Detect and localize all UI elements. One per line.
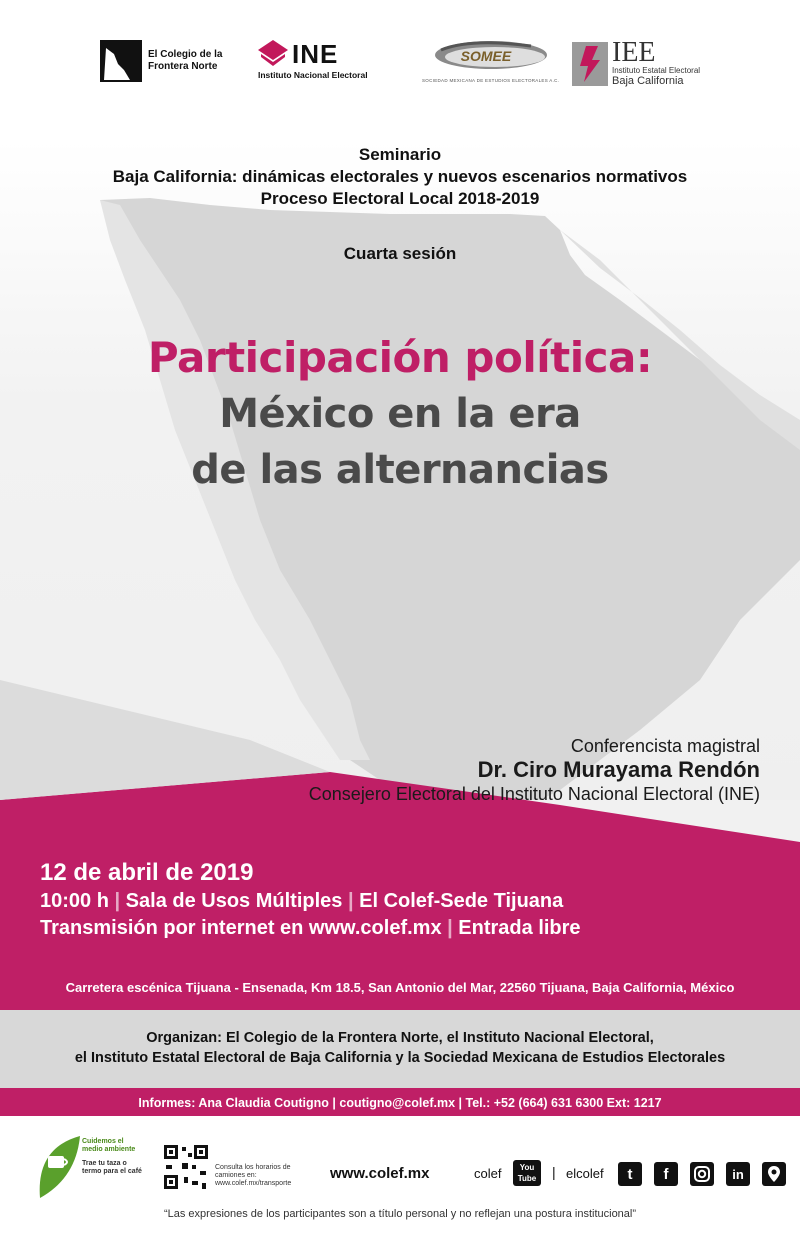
event-details bbox=[40, 858, 581, 942]
session-label: Cuarta sesión bbox=[343, 244, 457, 263]
facebook-icon[interactable]: f bbox=[654, 1162, 678, 1186]
speaker-block bbox=[309, 735, 760, 805]
event-entry: Entrada libre bbox=[458, 917, 581, 939]
organizers-line-1: Organizan: El Colegio de la Frontera Norte, el Instituto Nacional Electoral, bbox=[146, 1030, 654, 1046]
event-address: Carretera escénica Tijuana - Ensenada, Km 18.5, San Antonio del Mar, 22560 Tijuana, Baja California, México bbox=[65, 980, 735, 995]
electoral-process: Proceso Electoral Local 2018-2019 bbox=[260, 189, 540, 208]
event-stream-entry bbox=[40, 915, 581, 942]
event-time-venue bbox=[40, 888, 581, 915]
somee-subtitle: SOCIEDAD MEXICANA DE ESTUDIOS ELECTORALES A.C. bbox=[422, 78, 560, 83]
event-time: 10:00 h bbox=[40, 890, 109, 912]
title-line-1: Participación política: bbox=[147, 333, 653, 382]
twitter-icon[interactable]: t bbox=[618, 1162, 642, 1186]
youtube-bottom-label: Tube bbox=[517, 1174, 537, 1183]
youtube-top-label: You bbox=[519, 1163, 535, 1172]
transport-schedule-info: Consulta los horarios de camiones en: www.colef.mx/transporte bbox=[215, 1164, 292, 1187]
title-line-2: México en la era bbox=[219, 391, 581, 437]
iee-name: IEE bbox=[612, 37, 656, 68]
website-link[interactable]: www.colef.mx bbox=[330, 1165, 430, 1182]
eco-message: Cuidemos el medio ambiente bbox=[82, 1138, 136, 1153]
speaker-name: Dr. Ciro Murayama Rendón bbox=[477, 757, 760, 782]
ine-subtitle: Instituto Nacional Electoral bbox=[258, 70, 368, 80]
speaker-position: Consejero Electoral del Instituto Nacional Electoral (INE) bbox=[308, 784, 760, 804]
social-username: elcolef bbox=[566, 1166, 604, 1181]
linkedin-icon[interactable]: in bbox=[726, 1162, 750, 1186]
contact-info[interactable]: Informes: Ana Claudia Coutigno | coutigno@colef.mx | Tel.: +52 (664) 631 6300 Ext: 1217 bbox=[138, 1096, 662, 1110]
organizers bbox=[0, 1028, 800, 1068]
location-icon[interactable] bbox=[762, 1162, 786, 1186]
disclaimer: “Las expresiones de los participantes son a título personal y no reflejan una postura institucional” bbox=[163, 1208, 637, 1220]
speaker-role: Conferencista magistral bbox=[570, 736, 760, 756]
event-stream[interactable]: Transmisión por internet en www.colef.mx bbox=[40, 917, 442, 939]
event-venue: El Colef-Sede Tijuana bbox=[359, 890, 564, 912]
youtube-username: colef bbox=[474, 1166, 502, 1181]
colef-name: El Colegio de la Frontera Norte bbox=[148, 49, 223, 72]
organizers-line-2: el Instituto Estatal Electoral de Baja California y la Sociedad Mexicana de Estudios Electorales bbox=[74, 1050, 726, 1066]
eco-cup-message: Trae tu taza o termo para el café bbox=[82, 1160, 142, 1175]
event-date: 12 de abril de 2019 bbox=[40, 859, 254, 886]
iee-subtitle-2: Baja California bbox=[612, 75, 684, 87]
ine-name: INE bbox=[292, 39, 339, 69]
instagram-icon[interactable] bbox=[690, 1162, 714, 1186]
qr-code-icon[interactable] bbox=[162, 1143, 210, 1191]
youtube-icon[interactable] bbox=[513, 1160, 541, 1186]
seminar-topic: Baja California: dinámicas electorales y nuevos escenarios normativos bbox=[112, 167, 688, 186]
somee-name: SOMEE bbox=[460, 48, 512, 64]
separator: | bbox=[347, 890, 354, 912]
separator: | bbox=[114, 890, 121, 912]
event-room: Sala de Usos Múltiples bbox=[125, 890, 343, 912]
separator: | bbox=[447, 917, 453, 939]
social-divider: | bbox=[552, 1164, 556, 1180]
iee-subtitle: Instituto Estatal Electoral bbox=[612, 66, 701, 75]
seminar-label: Seminario bbox=[358, 145, 442, 164]
title-line-3: de las alternancias bbox=[191, 447, 609, 493]
